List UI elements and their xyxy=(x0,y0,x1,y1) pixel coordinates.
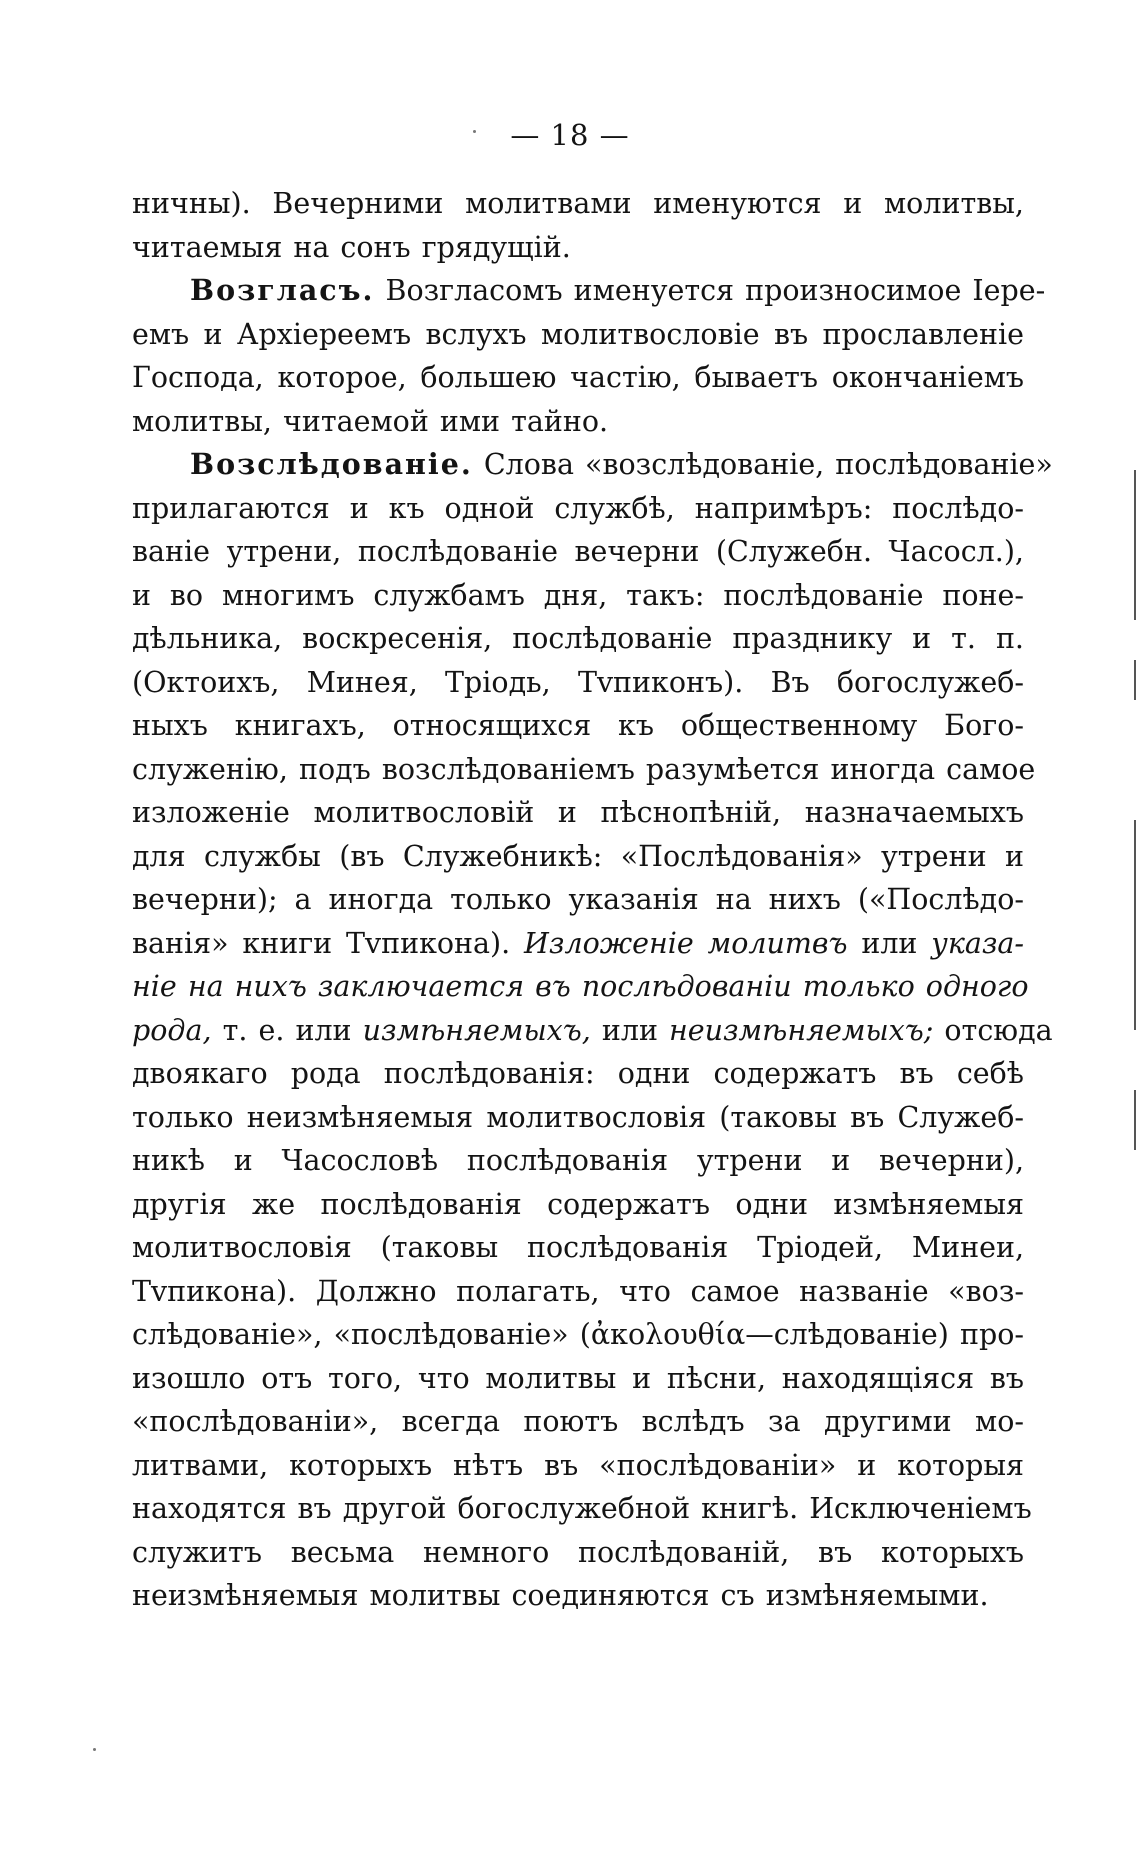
scan-edge-rule xyxy=(1134,820,1136,1030)
paragraph-start-vozsledovanie: Возслѣдованіе. Слова «возслѣдованіе, послѣдованіе» xyxy=(190,447,1053,481)
text-line: служитъ весьма немного послѣдованій, въ которыхъ xyxy=(132,1535,1024,1569)
text-line: читаемыя на сонъ грядущій. xyxy=(132,230,571,264)
scan-speck xyxy=(473,130,476,133)
term-heading: Возслѣдованіе. xyxy=(190,447,473,481)
text-line: литвами, которыхъ нѣтъ въ «послѣдованіи» и которыя xyxy=(132,1448,1024,1482)
text-line: двоякаго рода послѣдованія: одни содержатъ въ себѣ xyxy=(132,1057,1024,1090)
italic-phrase: измѣняемыхъ, xyxy=(362,1013,591,1047)
text-line: и во многимъ службамъ дня, такъ: послѣдованіе поне- xyxy=(132,578,1024,612)
text-line: Тvпикона). Должно полагать, что самое названіе «воз- xyxy=(132,1274,1024,1308)
text-line: никѣ и Часословѣ послѣдованія утрени и вечерни), xyxy=(132,1144,1024,1177)
page-number: — 18 — xyxy=(510,118,630,152)
scan-edge-rule xyxy=(1134,1090,1136,1150)
scan-speck xyxy=(93,1748,96,1751)
text-line: молитвословія (таковы послѣдованія Тріодей, Минеи, xyxy=(132,1231,1024,1264)
italic-phrase: неизмѣняемыхъ; xyxy=(669,1013,934,1047)
paragraph-start-vozglas: Возгласъ. Возгласомъ именуется произносимое Іере- xyxy=(190,273,1046,307)
italic-phrase: ніе на нихъ заключается въ послѣдованіи только одного xyxy=(132,970,1029,1003)
text-line: дѣльника, воскресенія, послѣдованіе празднику и т. п. xyxy=(132,622,1024,655)
text-line: другія же послѣдованія содержатъ одни измѣняемыя xyxy=(132,1187,1024,1221)
text-line: вечерни); а иногда только указанія на нихъ («Послѣдо- xyxy=(132,883,1024,916)
scan-edge-rule xyxy=(1134,470,1136,620)
text-line: (Октоихъ, Минея, Тріодь, Тvпиконъ). Въ богослужеб- xyxy=(132,665,1024,699)
text-line xyxy=(132,965,1029,1009)
italic-phrase: указа- xyxy=(931,926,1024,960)
italic-phrase: Изложеніе молитвъ xyxy=(524,926,848,960)
scan-edge-rule xyxy=(1134,660,1136,700)
text-line: неизмѣняемыя молитвы соединяются съ измѣняемыми. xyxy=(132,1579,989,1612)
text-line: ваніе утрени, послѣдованіе вечерни (Служебн. Часосл.), xyxy=(132,535,1024,568)
text-line: изошло отъ того, что молитвы и пѣсни, находящіяся въ xyxy=(132,1361,1024,1395)
italic-phrase: рода, xyxy=(132,1013,212,1047)
text-line: емъ и Архіереемъ вслухъ молитвословіе въ прославленіе xyxy=(132,317,1024,351)
text-line: находятся въ другой богослужебной книгѣ. Исключеніемъ xyxy=(132,1492,1032,1525)
text-line: ничны). Вечерними молитвами именуются и молитвы, xyxy=(132,187,1024,220)
text-line: слѣдованіе», «послѣдованіе» (ἀκολουθία—слѣдованіе) про- xyxy=(132,1318,1024,1351)
text-line: Господа, которое, большею частію, бываетъ окончаніемъ xyxy=(132,361,1024,394)
text-line: прилагаются и къ одной службѣ, напримѣръ: послѣдо- xyxy=(132,491,1024,525)
text-line: только неизмѣняемыя молитвословія (таковы въ Служеб- xyxy=(132,1100,1024,1134)
body-text xyxy=(132,182,1053,1618)
text-line: изложеніе молитвословій и пѣснопѣній, назначаемыхъ xyxy=(132,796,1024,829)
text-line: для службы (въ Служебникѣ: «Послѣдованія» утрени и xyxy=(132,839,1024,873)
text-line: «послѣдованіи», всегда поютъ вслѣдъ за другими мо- xyxy=(132,1405,1024,1438)
text-line: рода, т. е. или измѣняемыхъ, или неизмѣняемыхъ; отсюда xyxy=(132,1013,1053,1047)
text-line: ванія» книги Тvпикона). Изложеніе молитвъ или указа- xyxy=(132,926,1024,960)
term-heading: Возгласъ. xyxy=(190,273,375,307)
text-line: молитвы, читаемой ими тайно. xyxy=(132,404,609,438)
text-line: ныхъ книгахъ, относящихся къ общественному Бого- xyxy=(132,709,1024,742)
text-line: служенію, подъ возслѣдованіемъ разумѣется иногда самое xyxy=(132,752,1036,786)
